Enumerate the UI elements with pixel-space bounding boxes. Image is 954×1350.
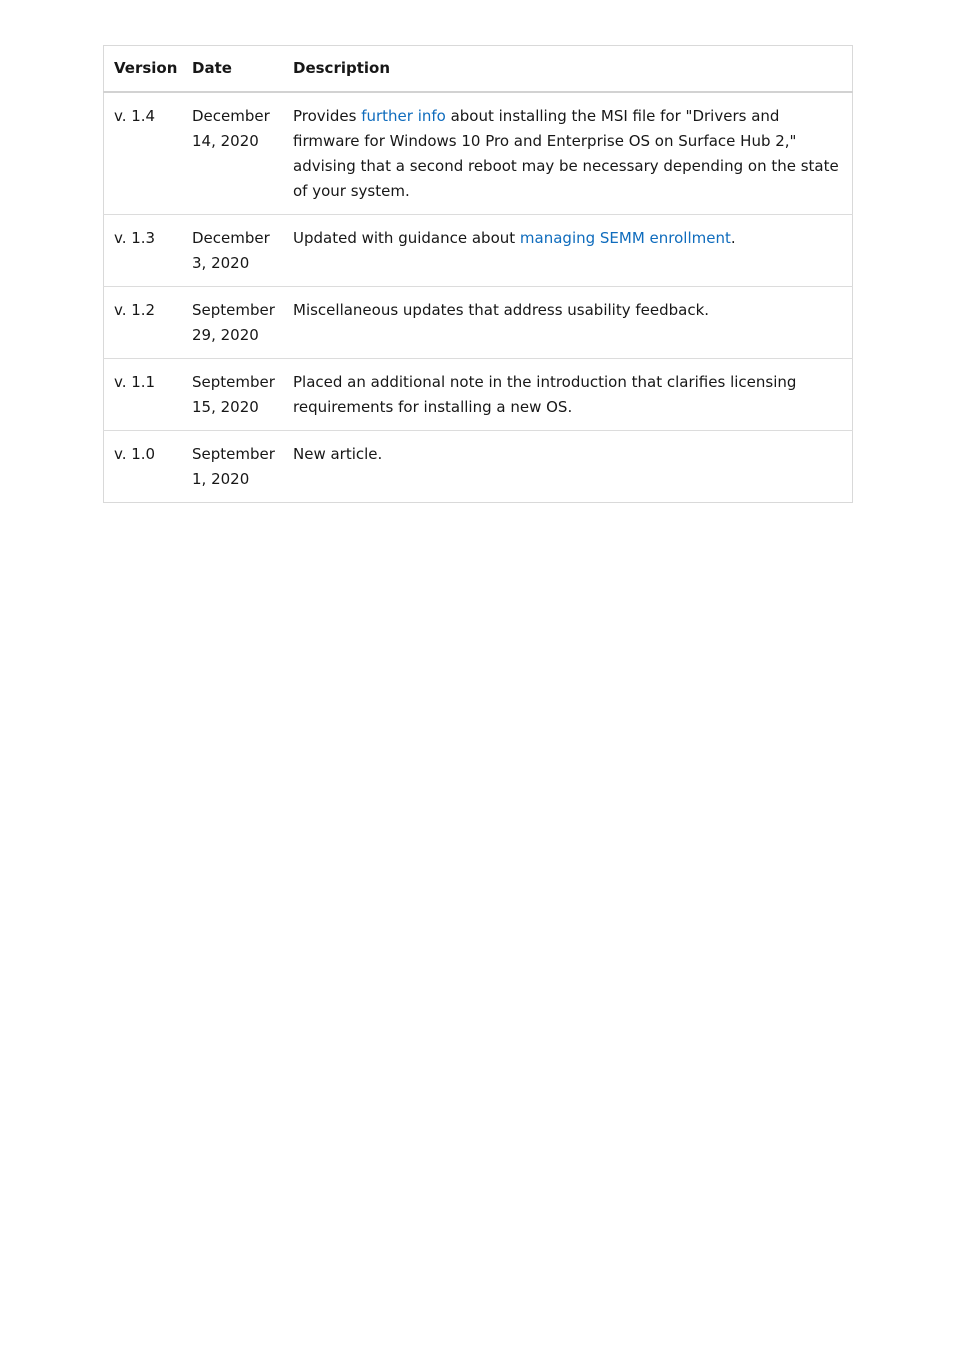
further-info-link[interactable]: further info bbox=[361, 107, 446, 125]
managing-semm-enrollment-link[interactable]: managing SEMM enrollment bbox=[519, 229, 731, 247]
table-row bbox=[104, 431, 853, 503]
table-row bbox=[104, 287, 853, 359]
date-cell: December 14, 2020 bbox=[192, 107, 270, 150]
version-cell: v. 1.2 bbox=[114, 301, 156, 319]
version-cell: v. 1.4 bbox=[114, 107, 156, 125]
column-header-date: Date bbox=[192, 59, 232, 77]
description-cell bbox=[283, 215, 853, 287]
version-cell: v. 1.0 bbox=[114, 445, 156, 463]
version-cell: v. 1.3 bbox=[114, 229, 156, 247]
version-cell: v. 1.1 bbox=[114, 373, 156, 391]
description-cell: Placed an additional note in the introduction that clarifies licensing requirements for installing a new OS. bbox=[293, 373, 797, 416]
table-row bbox=[104, 92, 853, 215]
table-row bbox=[104, 215, 853, 287]
description-cell: Miscellaneous updates that address usability feedback. bbox=[293, 301, 710, 319]
description-text: . bbox=[730, 229, 736, 247]
column-header-version: Version bbox=[114, 59, 178, 77]
column-header-description: Description bbox=[293, 59, 391, 77]
table-row bbox=[104, 359, 853, 431]
date-cell: December 3, 2020 bbox=[192, 229, 270, 272]
description-cell: New article. bbox=[293, 445, 383, 463]
date-cell: September 29, 2020 bbox=[192, 301, 275, 344]
date-cell: September 1, 2020 bbox=[192, 445, 275, 488]
description-text: Updated with guidance about bbox=[293, 229, 520, 247]
table-header-row bbox=[104, 46, 853, 93]
date-cell: September 15, 2020 bbox=[192, 373, 275, 416]
description-text: about installing the MSI file for "Drivers and firmware for Windows 10 Pro and Enterprise OS on Surface Hub 2," advising that a second reboot may be necessary depending on the state of your system. bbox=[293, 107, 839, 200]
version-history-table bbox=[103, 45, 853, 503]
description-cell bbox=[283, 92, 853, 215]
description-text: Provides bbox=[293, 107, 362, 125]
